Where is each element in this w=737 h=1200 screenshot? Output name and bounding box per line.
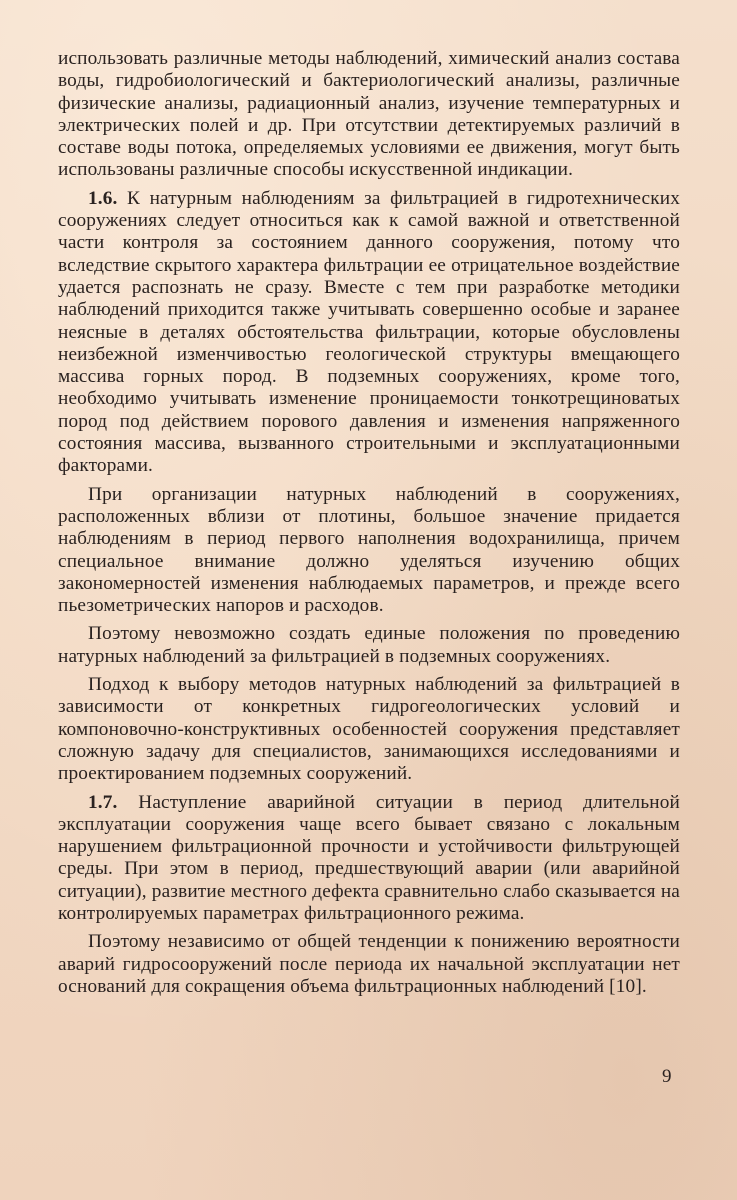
paragraph-text: Поэтому невозможно создать единые положения по проведению натурных наблюдений за фильтрацией в подземных сооружениях. [58,623,680,667]
paragraph-text: При организации натурных наблюдений в сооружениях, расположенных вблизи от плотины, большое значение придается наблюдениям в период первого наполнения водохранилища, причем специальное внимание должно уделяться изучению общих закономерностей изменения наблюдаемых параметров, и прежде всего пьезометрических напоров и расходов. [58,483,680,617]
paragraph-text: К натурным наблюдениям за фильтрацией в гидротехнических сооружениях следует относиться как к самой важной и ответственной части контроля за состоянием данного сооружения, потому что вследствие скрытого характера фильтрации ее отрицательное воздействие удается распознать не сразу. Вместе с тем при разработке методики наблюдений приходится также учитывать совершенно особые и заранее неясные в деталях обстоятельства фильтрации, которые обусловлены неизбежной изменчивостью геологической структуры вмещающего массива горных пород. В подземных сооружениях, кроме того, необходимо учитывать изменение проницаемости тонкотрещиноватых пород под действием порового давления и изменения напряженного состояния массива, вызванного строительными и эксплуатационными факторами. [58,187,680,477]
paragraph [58,484,680,618]
body-text [58,48,680,998]
section-1-7-paragraph [58,792,680,926]
page-number: 9 [662,1066,672,1087]
paragraph-text: Поэтому независимо от общей тенденции к понижению вероятности аварий гидросооружений после периода их начальной эксплуатации нет оснований для сокращения объема фильтрационных наблюдений [10]. [58,931,680,997]
section-number: 1.7. [88,791,118,813]
paragraph [58,931,680,998]
paragraph [58,674,680,785]
paragraph-text: использовать различные методы наблюдений, химический анализ состава воды, гидробиологический и бактериологический анализы, различные физические анализы, радиационный анализ, изучение температурных и электрических полей и др. При отсутствии детектируемых различий в составе воды потока, определяемых условиями ее движения, могут быть использованы различные способы искусственной индикации. [58,48,680,181]
paragraph-continuation [58,48,680,182]
section-number: 1.6. [88,187,118,209]
paragraph-text: Подход к выбору методов натурных наблюдений за фильтрацией в зависимости от конкретных гидрогеологических условий и компоновочно-конструктивных особенностей сооружения представляет сложную задачу для специалистов, занимающихся исследованиями и проектированием подземных сооружений. [58,674,680,785]
section-1-6-paragraph [58,188,680,478]
paragraph [58,623,680,668]
paragraph-text: Наступление аварийной ситуации в период длительной эксплуатации сооружения чаще всего бывает связано с локальным нарушением фильтрационной прочности и устойчивости фильтрующей среды. При этом в период, предшествующий аварии (или аварийной ситуации), развитие местного дефекта сравнительно слабо сказывается на контролируемых параметрах фильтрационного режима. [58,791,680,924]
